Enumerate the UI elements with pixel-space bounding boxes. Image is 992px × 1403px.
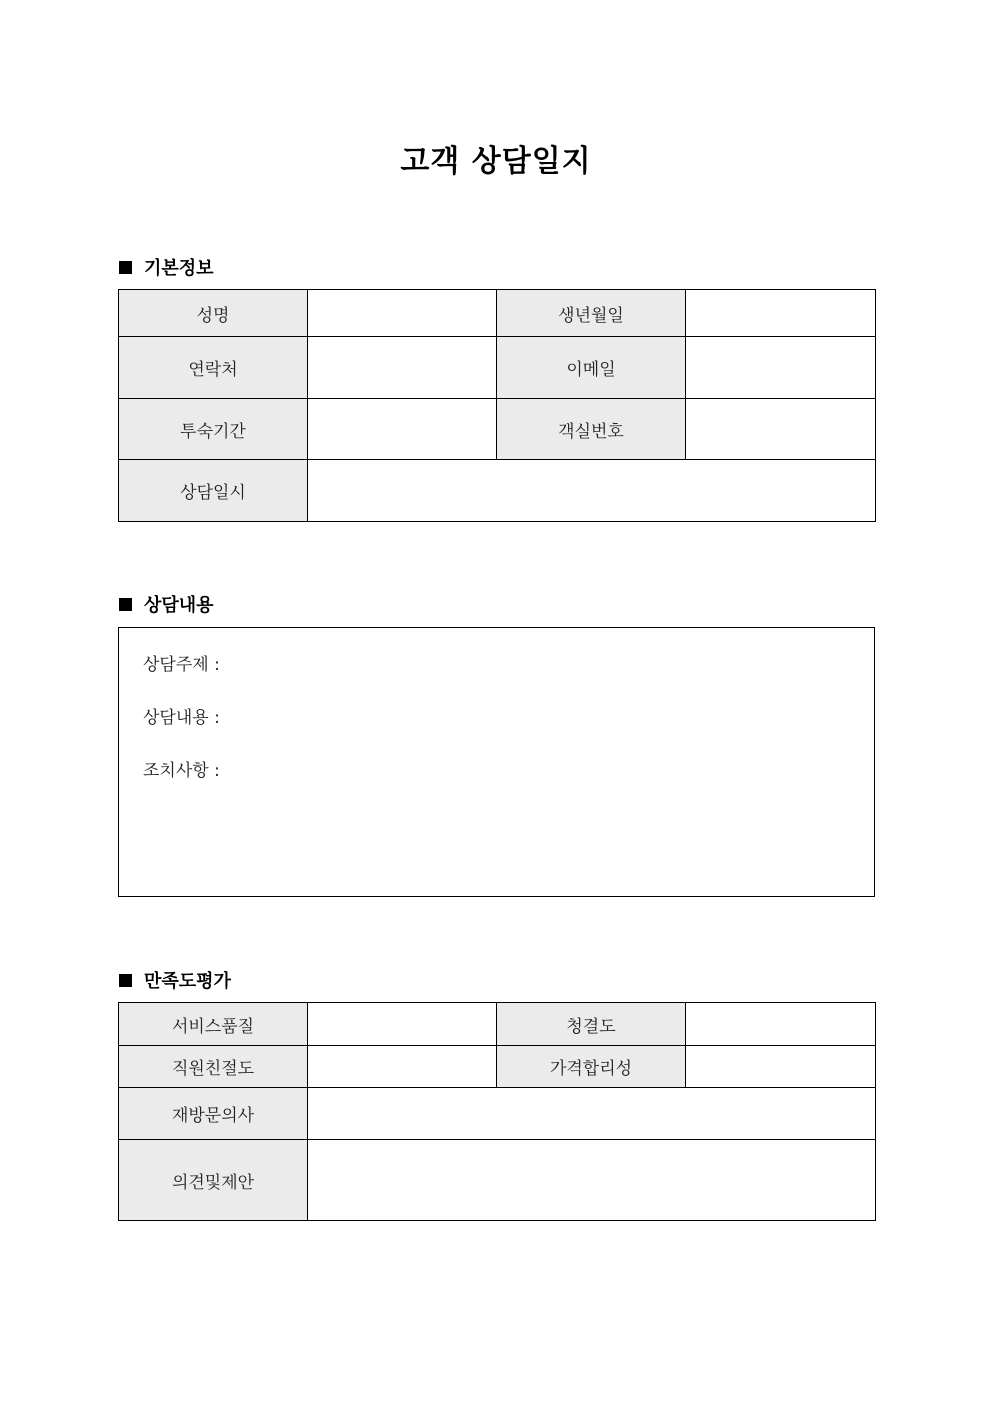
- section-heading-label: 기본정보: [144, 258, 214, 279]
- consultation-content-box[interactable]: [118, 627, 875, 897]
- price-reasonableness-label: 가격합리성: [497, 1046, 686, 1088]
- consult-content-label: 상담내용 :: [143, 708, 220, 728]
- square-bullet-icon: [119, 261, 132, 274]
- birthdate-label: 생년월일: [497, 290, 686, 337]
- name-label: 성명: [119, 290, 308, 337]
- table-row: [119, 460, 876, 522]
- section-heading-label: 상담내용: [144, 595, 214, 616]
- square-bullet-icon: [119, 598, 132, 611]
- email-label: 이메일: [497, 337, 686, 399]
- table-row: [119, 1140, 876, 1221]
- table-row: [119, 290, 876, 337]
- staff-kindness-field[interactable]: [308, 1046, 497, 1088]
- table-row: [119, 1088, 876, 1140]
- table-row: [119, 1046, 876, 1088]
- consult-datetime-field[interactable]: [308, 460, 876, 522]
- comments-label: 의견및제안: [119, 1140, 308, 1221]
- service-quality-label: 서비스품질: [119, 1003, 308, 1046]
- document-title: 고객 상담일지: [400, 144, 592, 179]
- section-heading-satisfaction: [119, 967, 231, 993]
- comments-field[interactable]: [308, 1140, 876, 1221]
- section-heading-label: 만족도평가: [144, 971, 231, 992]
- contact-field[interactable]: [308, 337, 497, 399]
- table-row: [119, 399, 876, 460]
- basic-info-table: [118, 289, 876, 522]
- consult-subject-label: 상담주제 :: [143, 655, 220, 675]
- room-number-field[interactable]: [686, 399, 876, 460]
- staff-kindness-label: 직원친절도: [119, 1046, 308, 1088]
- birthdate-field[interactable]: [686, 290, 876, 337]
- stay-period-label: 투숙기간: [119, 399, 308, 460]
- room-number-label: 객실번호: [497, 399, 686, 460]
- action-taken-label: 조치사항 :: [143, 761, 220, 781]
- service-quality-field[interactable]: [308, 1003, 497, 1046]
- table-row: [119, 1003, 876, 1046]
- name-field[interactable]: [308, 290, 497, 337]
- section-heading-consultation: [119, 591, 214, 617]
- table-row: [119, 337, 876, 399]
- cleanliness-field[interactable]: [686, 1003, 876, 1046]
- email-field[interactable]: [686, 337, 876, 399]
- price-reasonableness-field[interactable]: [686, 1046, 876, 1088]
- consult-datetime-label: 상담일시: [119, 460, 308, 522]
- stay-period-field[interactable]: [308, 399, 497, 460]
- revisit-intent-label: 재방문의사: [119, 1088, 308, 1140]
- section-heading-basic-info: [119, 254, 214, 280]
- square-bullet-icon: [119, 974, 132, 987]
- satisfaction-table: [118, 1002, 876, 1221]
- revisit-intent-field[interactable]: [308, 1088, 876, 1140]
- cleanliness-label: 청결도: [497, 1003, 686, 1046]
- contact-label: 연락처: [119, 337, 308, 399]
